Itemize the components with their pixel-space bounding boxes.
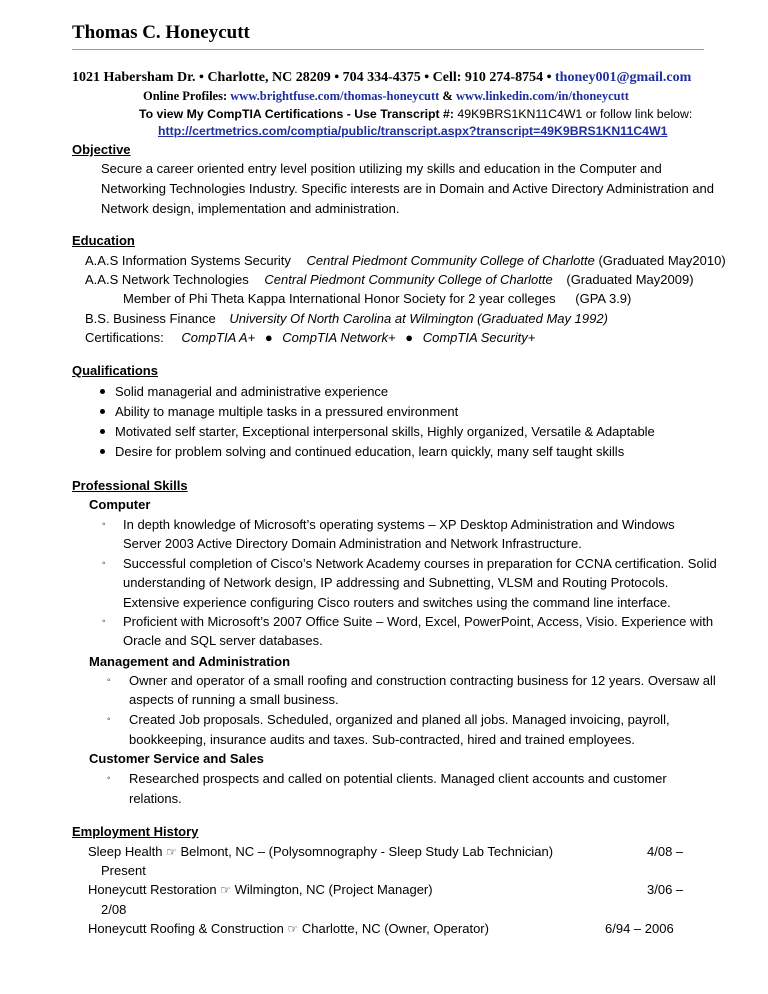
bullet-icon (100, 429, 105, 434)
skill-line: Server 2003 Active Directory Domain Administration and Network Infrastructure. (123, 536, 582, 551)
skill-line: Oracle and SQL server databases. (123, 633, 323, 648)
degree: B.S. Business Finance (85, 311, 216, 326)
brightfuse-link[interactable]: www.brightfuse.com/thomas-honeycutt (230, 89, 440, 103)
computer-subheading: Computer (89, 497, 151, 512)
objective-line: Network design, implementation and administration. (101, 201, 400, 216)
transcript-label: To view My CompTIA Certifications - Use Transcript #: (139, 107, 454, 121)
address-text: 1021 Habersham Dr. • Charlotte, NC 28209 • 704 334-4375 • Cell: 910 274-8754 • (72, 70, 552, 85)
qualification-item (100, 384, 388, 399)
gpa: (GPA 3.9) (575, 291, 632, 306)
hollow-bullet-icon: ◦ (107, 773, 111, 784)
qualification-item (100, 444, 624, 459)
skill-line: Researched prospects and called on potential clients. Managed client accounts and customer (129, 771, 667, 786)
degree: A.A.S Network Technologies (85, 272, 249, 287)
company: Honeycutt Roofing & Construction (88, 921, 284, 936)
bullet-icon: ● (264, 330, 273, 345)
pointing-hand-icon: ☞ (220, 883, 232, 897)
bullet-icon (100, 409, 105, 414)
customer-service-subheading: Customer Service and Sales (89, 751, 264, 766)
pointing-hand-icon: ☞ (166, 845, 177, 859)
education-heading: Education (72, 233, 135, 248)
job-dates-continued: 2/08 (101, 902, 127, 917)
education-row (85, 272, 694, 287)
profiles-label: Online Profiles: (143, 89, 228, 103)
hollow-bullet-icon: ◦ (107, 675, 111, 686)
company: Honeycutt Restoration (88, 882, 217, 897)
bullet-icon (100, 449, 105, 454)
contact-line (72, 70, 691, 86)
qualifications-heading: Qualifications (72, 363, 158, 378)
skills-heading: Professional Skills (72, 478, 188, 493)
hollow-bullet-icon: ◦ (102, 519, 106, 530)
school: Central Piedmont Community College of Charlotte (264, 272, 553, 287)
skill-line: In depth knowledge of Microsoft’s operating systems – XP Desktop Administration and Windows (123, 517, 675, 532)
qualification-text: Motivated self starter, Exceptional interpersonal skills, Highly organized, Versatile & Adaptable (115, 424, 655, 439)
education-row (85, 253, 726, 268)
company: Sleep Health (88, 844, 163, 859)
profiles-separator: & (442, 89, 453, 103)
skill-line: relations. (129, 791, 182, 806)
hollow-bullet-icon: ◦ (107, 714, 111, 725)
job-entry (88, 921, 489, 936)
job-dates: 4/08 – (647, 844, 684, 859)
job-detail: Belmont, NC – (Polysomnography - Sleep Study Lab Technician) (180, 844, 554, 859)
skill-line: aspects of running a small business. (129, 692, 339, 707)
cert-item: CompTIA Security+ (422, 330, 536, 345)
honor-text: Member of Phi Theta Kappa International Honor Society for 2 year colleges (123, 291, 556, 306)
qualification-item (100, 404, 458, 419)
transcript-link[interactable]: http://certmetrics.com/comptia/public/transcript.aspx?transcript=49K9BRS1KN11C4W1 (158, 124, 668, 138)
qualification-item (100, 424, 655, 439)
qualification-text: Desire for problem solving and continued education, learn quickly, many self taught skills (115, 444, 625, 459)
skill-line: understanding of Network design, IP addressing and Subnetting, VLSM and Routing Protocols. (123, 575, 669, 590)
transcript-number: 49K9BRS1KN11C4W1 or follow link below: (457, 107, 693, 121)
skill-line: Created Job proposals. Scheduled, organized and planed all jobs. Managed invoicing, payroll, (129, 712, 670, 727)
job-dates: 6/94 – 2006 (605, 921, 674, 936)
cert-item: CompTIA Network+ (282, 330, 396, 345)
management-subheading: Management and Administration (89, 654, 291, 669)
honor-society (123, 291, 631, 306)
qualification-text: Ability to manage multiple tasks in a pressured environment (115, 404, 459, 419)
linkedin-link[interactable]: www.linkedin.com/in/thoneycutt (455, 89, 629, 103)
pointing-hand-icon: ☞ (287, 922, 299, 936)
graduation: (Graduated May2010) (598, 253, 726, 268)
email-link[interactable]: thoney001@gmail.com (555, 70, 692, 85)
school: Central Piedmont Community College of Charlotte (306, 253, 595, 268)
qualification-text: Solid managerial and administrative experience (115, 384, 389, 399)
online-profiles (143, 89, 629, 104)
skill-line: Proficient with Microsoft’s 2007 Office Suite – Word, Excel, PowerPoint, Access, Visio. Experience with (123, 614, 714, 629)
cert-label: Certifications: (85, 330, 164, 345)
certifications-row (85, 330, 535, 345)
skill-line: bookkeeping, insurance audits and taxes. Sub-contracted, hired and trained employees. (129, 732, 635, 747)
job-dates: 3/06 – (647, 882, 684, 897)
objective-line: Networking Technologies Industry. Specific interests are in Domain and Active Directory Administration and (101, 181, 714, 196)
skill-line: Extensive experience configuring Cisco routers and switches using the command line interface. (123, 595, 671, 610)
job-entry (88, 844, 553, 859)
employment-heading: Employment History (72, 824, 199, 839)
job-entry (88, 882, 433, 897)
graduation: (Graduated May2009) (566, 272, 694, 287)
candidate-name: Thomas C. Honeycutt (72, 22, 250, 43)
job-detail: Wilmington, NC (Project Manager) (234, 882, 433, 897)
job-detail: Charlotte, NC (Owner, Operator) (301, 921, 489, 936)
education-row (85, 311, 608, 326)
objective-line: Secure a career oriented entry level position utilizing my skills and education in the Computer and (101, 161, 662, 176)
cert-item: CompTIA A+ (181, 330, 256, 345)
school: University Of North Carolina at Wilmington (Graduated May 1992) (229, 311, 608, 326)
objective-heading: Objective (72, 142, 131, 157)
hollow-bullet-icon: ◦ (102, 558, 106, 569)
skill-line: Owner and operator of a small roofing and construction contracting business for 12 years. Oversaw all (129, 673, 716, 688)
bullet-icon: ● (405, 330, 414, 345)
hollow-bullet-icon: ◦ (102, 616, 106, 627)
header-divider (72, 49, 704, 50)
job-dates-continued: Present (101, 863, 146, 878)
transcript-note (139, 107, 692, 121)
bullet-icon (100, 389, 105, 394)
skill-line: Successful completion of Cisco’s Network Academy courses in preparation for CCNA certification. Solid (123, 556, 717, 571)
degree: A.A.S Information Systems Security (85, 253, 291, 268)
